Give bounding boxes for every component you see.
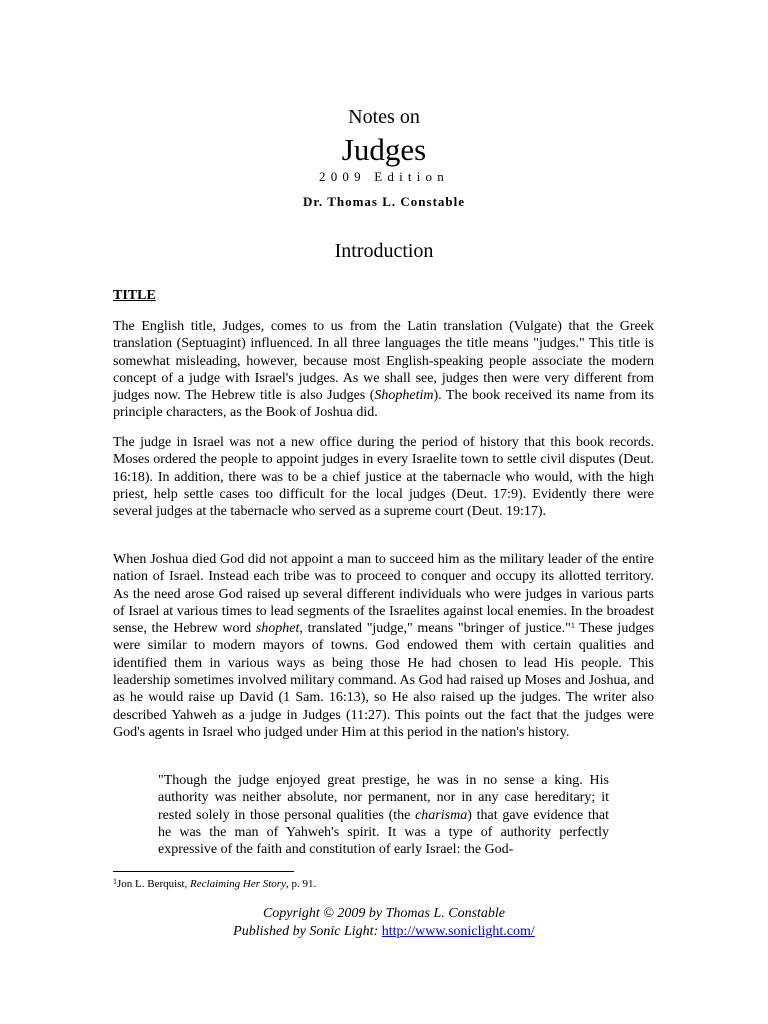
quote-text-start: "Though the judge enjoyed great prestige, he was in no sense a king. His authority was neither absolute, nor permanent, nor in any case hereditary; it rested solely in those personal qualities (the <box>158 773 609 823</box>
paragraph-3-italic: shophet <box>255 621 300 637</box>
subheading-title: TITLE <box>113 288 156 303</box>
paragraph-1-text-start: The English title, Judges, comes to us from the Latin translation (Vulgate) that the Greek translation (Septuagint) influenced. In all three languages the title means "judges." This title is somewhat misleading, however, because most English-speaking people associate the modern concept of a judge with Israel's judges. As we shall see, judges then were very different from judges now. The Hebrew title is also Judges ( <box>113 319 654 404</box>
paragraph-3-text-end: These judges were similar to modern mayors of towns. God endowed them with certain qualities and identified them in various ways as being those He had chosen to lead His people. This leadership sometimes involved military command. As God had raised up Moses and Joshua, and as he would raise up David (1 Sam. 16:13), so He also raised up the judges. The writer also described Yahweh as a judge in Judges (11:27). This points out the fact that the judges were God's agents in Israel who judged under Him at this period in the nation's history. <box>113 621 654 740</box>
paragraph-2: The judge in Israel was not a new office during the period of history that this book records. Moses ordered the people to appoint judges in every Israelite town to settle civil disputes (Deut. 16:18). In addition, there was to be a chief justice at the tabernacle who would, with the high priest, help settle cases too difficult for the local judges (Deut. 17:9). Evidently there were several judges at the tabernacle who served as a supreme court (Deut. 19:17). <box>113 435 654 520</box>
section-heading: Introduction <box>334 240 434 262</box>
copyright-line: Copyright © 2009 by Thomas L. Constable <box>262 906 506 921</box>
edition-label: 2009 Edition <box>319 169 449 184</box>
footnote-work: Reclaiming Her Story <box>190 878 286 890</box>
notes-on-label: Notes on <box>348 106 420 128</box>
paragraph-1-text-end: ). The book received its name from its principle characters, as the Book of Joshua did. <box>113 388 654 421</box>
publisher-line <box>0 924 768 940</box>
paragraph-3-text-start: When Joshua died God did not appoint a man to succeed him as the military leader of the entire nation of Israel. Instead each tribe was to proceed to conquer and occupy its allotted territory. As the need arose God raised up several different individuals who were judges in various parts of Israel at various times to lead segments of the Israelites against local enemies. In the broadest sense, the Hebrew word <box>113 552 654 637</box>
footnote-reference[interactable]: 1 <box>570 621 575 631</box>
footnote-number: 1 <box>113 877 117 886</box>
quote-text-end: ) that gave evidence that he was the man of Yahweh's spirit. It was a type of authority perfectly expressive of the faith and constitution of early Israel: the God- <box>158 807 609 858</box>
block-quote <box>158 772 609 858</box>
author-name: Dr. Thomas L. Constable <box>302 194 466 209</box>
publisher-link[interactable]: http://www.soniclight.com/ <box>381 924 535 939</box>
paragraph-3 <box>113 551 654 741</box>
quote-italic: charisma <box>415 807 468 823</box>
paragraph-1-italic: Shophetim <box>374 388 434 404</box>
footnote <box>113 878 316 890</box>
footnote-page: , p. 91. <box>285 878 317 890</box>
footnote-divider <box>113 871 294 872</box>
paragraph-3-text-middle: , translated "judge," means "bringer of justice." <box>299 621 571 637</box>
publisher-label: Published by Sonic Light: <box>233 924 382 939</box>
footnote-author: Jon L. Berquist, <box>117 878 191 890</box>
book-title: Judges <box>341 132 427 167</box>
paragraph-1 <box>113 318 654 422</box>
